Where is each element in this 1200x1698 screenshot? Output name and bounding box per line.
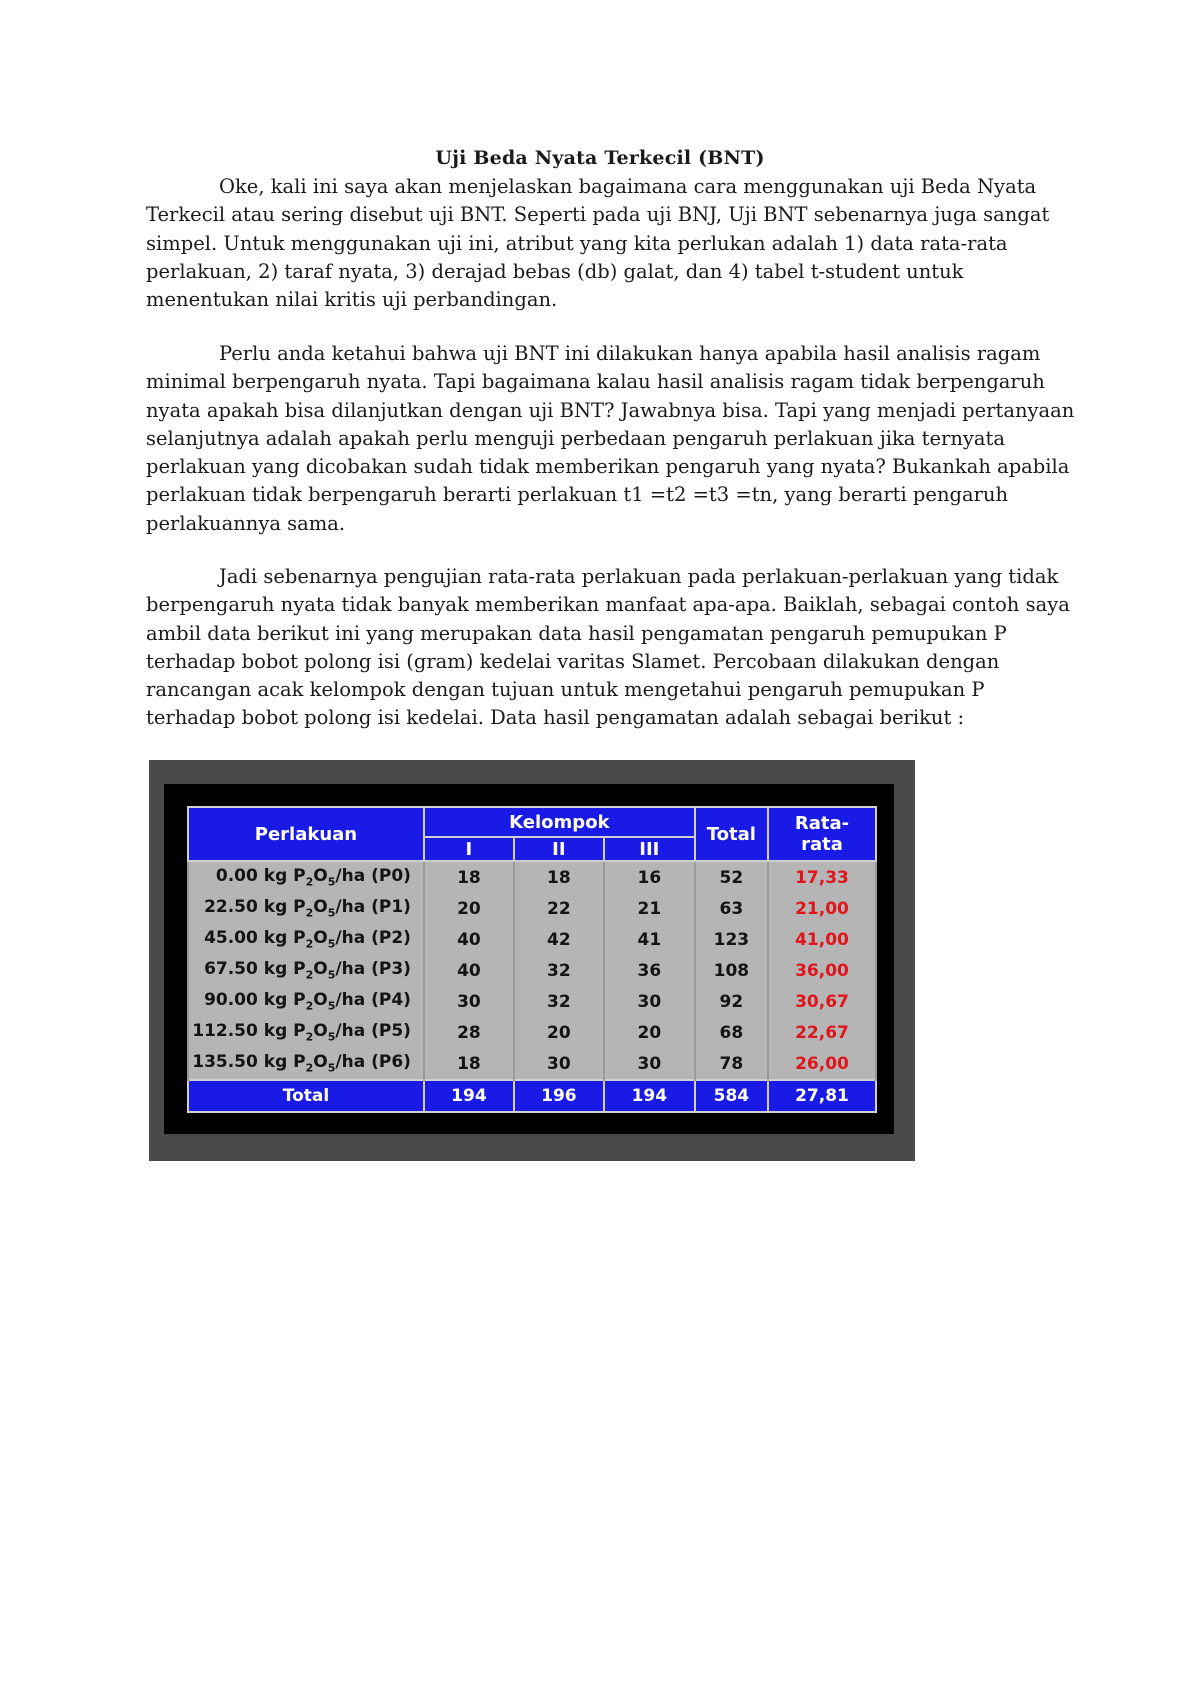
cell-group-2: 42 xyxy=(514,924,604,955)
cell-group-3: 41 xyxy=(604,924,695,955)
cell-treatment xyxy=(188,986,424,1017)
unit-post: /ha (P3) xyxy=(335,959,411,980)
table-row xyxy=(188,955,876,986)
dose: 0.00 xyxy=(215,866,258,887)
header-mean-line1: Rata- xyxy=(794,813,850,834)
sub-2: 5 xyxy=(327,1030,336,1044)
cell-total: 123 xyxy=(695,924,768,955)
sub-1: 2 xyxy=(305,999,314,1013)
header-group: Kelompok xyxy=(424,807,695,837)
cell-total: 52 xyxy=(695,861,768,893)
sub-2: 5 xyxy=(327,999,336,1013)
data-table xyxy=(187,806,877,1113)
page-title: Uji Beda Nyata Terkecil (BNT) xyxy=(435,147,765,169)
header-group-3: III xyxy=(604,837,695,861)
sub-2: 5 xyxy=(327,1061,336,1075)
cell-group-1: 40 xyxy=(424,955,514,986)
sub-2: 5 xyxy=(327,875,336,889)
cell-group-2: 22 xyxy=(514,893,604,924)
totals-group-1: 194 xyxy=(424,1080,514,1112)
sub-1: 2 xyxy=(305,875,314,889)
table-figure xyxy=(149,760,915,1161)
cell-group-2: 30 xyxy=(514,1048,604,1080)
sub-1: 2 xyxy=(305,906,314,920)
cell-group-2: 18 xyxy=(514,861,604,893)
cell-group-2: 32 xyxy=(514,955,604,986)
sub-1: 2 xyxy=(305,1030,314,1044)
dose: 67.50 xyxy=(204,959,258,980)
totals-group-3: 194 xyxy=(604,1080,695,1112)
unit-pre: kg P xyxy=(263,897,306,918)
header-mean-line2: rata xyxy=(801,834,843,855)
cell-mean: 41,00 xyxy=(768,924,876,955)
sub-2: 5 xyxy=(327,968,336,982)
cell-mean: 21,00 xyxy=(768,893,876,924)
unit-o: O xyxy=(313,866,328,887)
unit-pre: kg P xyxy=(263,959,306,980)
cell-group-1: 30 xyxy=(424,986,514,1017)
paragraph-3: Jadi sebenarnya pengujian rata-rata perlakuan pada perlakuan-perlakuan yang tidak berpengaruh nyata tidak banyak memberikan manfaat apa-apa. Baiklah, sebagai contoh saya ambil data berikut ini yang merupakan data hasil pengamatan pengaruh pemupukan P terhadap bobot polong isi (gram) kedelai varitas Slamet. Percobaan dilakukan dengan rancangan acak kelompok dengan tujuan untuk mengetahui pengaruh pemupukan P terhadap bobot polong isi kedelai. Data hasil pengamatan adalah sebagai berikut : xyxy=(146,565,1070,730)
cell-group-3: 30 xyxy=(604,1048,695,1080)
dose: 90.00 xyxy=(204,990,258,1011)
cell-total: 68 xyxy=(695,1017,768,1048)
dose: 45.00 xyxy=(204,928,258,949)
cell-treatment xyxy=(188,893,424,924)
cell-treatment xyxy=(188,955,424,986)
paragraph-2: Perlu anda ketahui bahwa uji BNT ini dilakukan hanya apabila hasil analisis ragam minimal berpengaruh nyata. Tapi bagaimana kalau hasil analisis ragam tidak berpengaruh nyata apakah bisa dilanjutkan dengan uji BNT? Jawabnya bisa. Tapi yang menjadi pertanyaan selanjutnya adalah apakah perlu menguji perbedaan pengaruh perlakuan jika ternyata perlakuan yang dicobakan sudah tidak memberikan pengaruh yang nyata? Bukankah apabila perlakuan tidak berpengaruh berarti perlakuan t1 =t2 =t3 =tn, yang berarti pengaruh perlakuannya sama. xyxy=(146,342,1075,535)
cell-group-1: 18 xyxy=(424,861,514,893)
unit-post: /ha (P5) xyxy=(335,1021,411,1042)
cell-group-3: 36 xyxy=(604,955,695,986)
cell-group-1: 20 xyxy=(424,893,514,924)
cell-group-3: 30 xyxy=(604,986,695,1017)
header-group-2: II xyxy=(514,837,604,861)
unit-pre: kg P xyxy=(263,928,306,949)
paragraph-1: Oke, kali ini saya akan menjelaskan bagaimana cara menggunakan uji Beda Nyata Terkecil atau sering disebut uji BNT. Seperti pada uji BNJ, Uji BNT sebenarnya juga sangat simpel. Untuk menggunakan uji ini, atribut yang kita perlukan adalah 1) data rata-rata perlakuan, 2) taraf nyata, 3) derajad bebas (db) galat, dan 4) tabel t-student untuk menentukan nilai kritis uji perbandingan. xyxy=(146,175,1050,312)
cell-group-1: 28 xyxy=(424,1017,514,1048)
dose: 135.50 xyxy=(192,1052,258,1073)
unit-pre: kg P xyxy=(263,1021,306,1042)
cell-group-1: 40 xyxy=(424,924,514,955)
totals-label: Total xyxy=(188,1080,424,1112)
cell-group-2: 20 xyxy=(514,1017,604,1048)
unit-o: O xyxy=(313,897,328,918)
unit-o: O xyxy=(313,1052,328,1073)
cell-mean: 30,67 xyxy=(768,986,876,1017)
sub-2: 5 xyxy=(327,937,336,951)
unit-o: O xyxy=(313,959,328,980)
cell-treatment xyxy=(188,861,424,893)
sub-1: 2 xyxy=(305,968,314,982)
table-row xyxy=(188,861,876,893)
cell-total: 78 xyxy=(695,1048,768,1080)
cell-total: 92 xyxy=(695,986,768,1017)
table-row xyxy=(188,986,876,1017)
table-row xyxy=(188,924,876,955)
totals-mean: 27,81 xyxy=(768,1080,876,1112)
cell-total: 63 xyxy=(695,893,768,924)
cell-total: 108 xyxy=(695,955,768,986)
cell-mean: 36,00 xyxy=(768,955,876,986)
unit-o: O xyxy=(313,990,328,1011)
cell-group-3: 21 xyxy=(604,893,695,924)
unit-post: /ha (P4) xyxy=(335,990,411,1011)
totals-row xyxy=(188,1080,876,1112)
unit-pre: kg P xyxy=(263,990,306,1011)
unit-post: /ha (P1) xyxy=(335,897,411,918)
table-frame xyxy=(164,784,894,1134)
unit-pre: kg P xyxy=(263,866,306,887)
cell-group-3: 20 xyxy=(604,1017,695,1048)
unit-pre: kg P xyxy=(263,1052,306,1073)
sub-1: 2 xyxy=(305,937,314,951)
unit-o: O xyxy=(313,1021,328,1042)
dose: 22.50 xyxy=(204,897,258,918)
table-row xyxy=(188,1017,876,1048)
totals-group-2: 196 xyxy=(514,1080,604,1112)
totals-total: 584 xyxy=(695,1080,768,1112)
header-mean xyxy=(768,807,876,861)
cell-group-2: 32 xyxy=(514,986,604,1017)
header-treatment: Perlakuan xyxy=(188,807,424,861)
cell-treatment xyxy=(188,1017,424,1048)
cell-treatment xyxy=(188,924,424,955)
cell-mean: 22,67 xyxy=(768,1017,876,1048)
cell-mean: 17,33 xyxy=(768,861,876,893)
unit-post: /ha (P0) xyxy=(335,866,411,887)
cell-group-3: 16 xyxy=(604,861,695,893)
header-total: Total xyxy=(695,807,768,861)
header-group-1: I xyxy=(424,837,514,861)
unit-post: /ha (P6) xyxy=(335,1052,411,1073)
sub-2: 5 xyxy=(327,906,336,920)
dose: 112.50 xyxy=(192,1021,258,1042)
cell-mean: 26,00 xyxy=(768,1048,876,1080)
sub-1: 2 xyxy=(305,1061,314,1075)
table-row xyxy=(188,1048,876,1080)
unit-post: /ha (P2) xyxy=(335,928,411,949)
cell-group-1: 18 xyxy=(424,1048,514,1080)
cell-treatment xyxy=(188,1048,424,1080)
unit-o: O xyxy=(313,928,328,949)
table-row xyxy=(188,893,876,924)
